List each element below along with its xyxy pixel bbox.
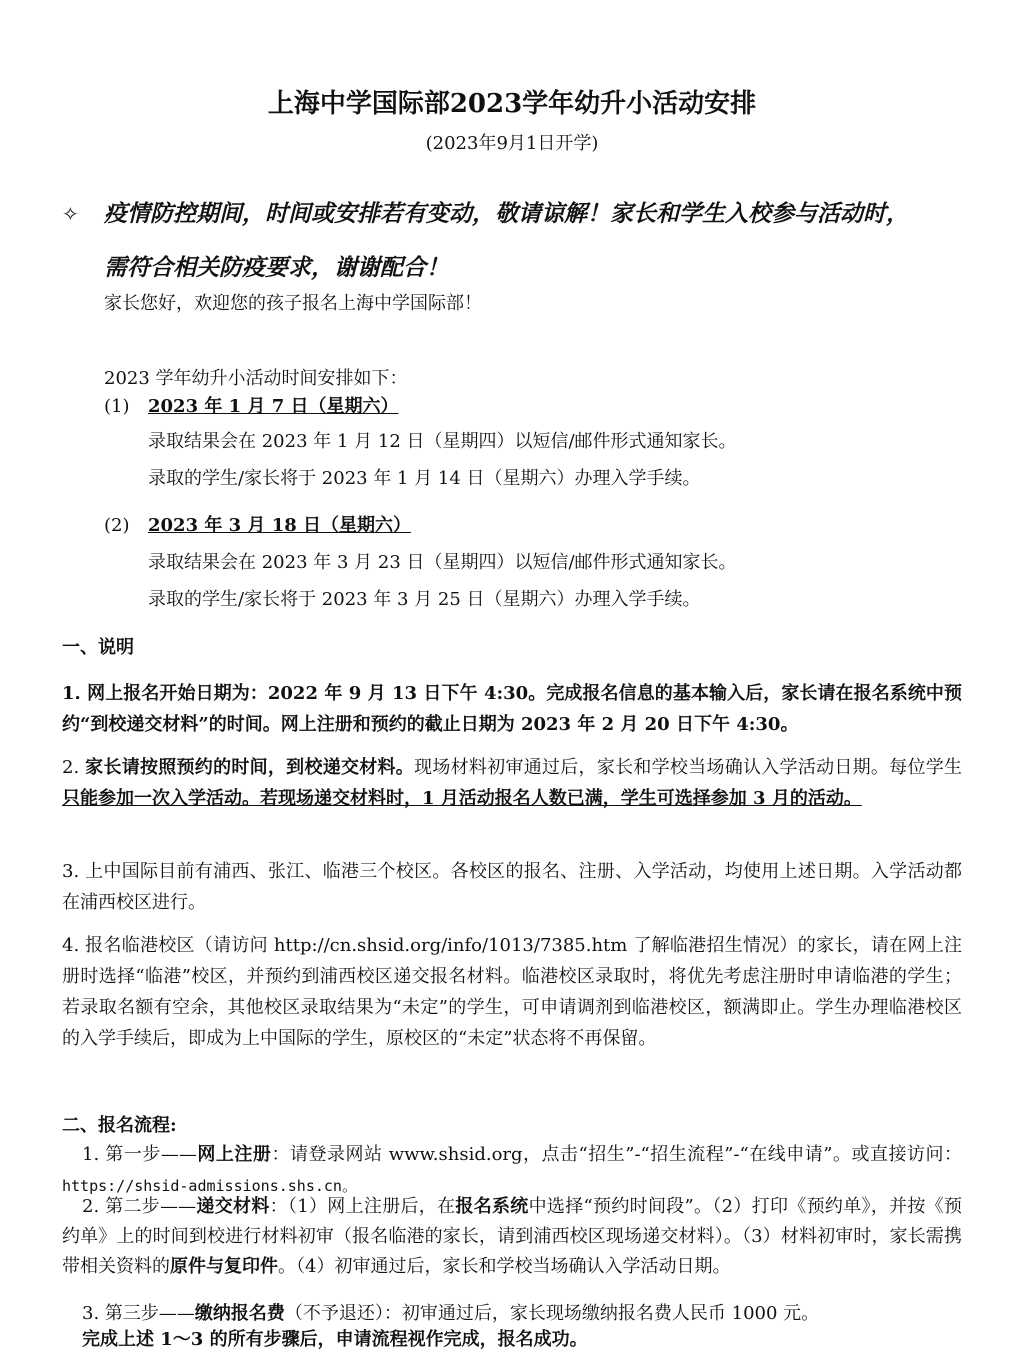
admissions-url: https://shsid-admissions.shs.cn。 <box>62 1177 357 1195</box>
section-2-heading: 二、报名流程: <box>62 1115 177 1136</box>
session-1-number: (1) <box>104 396 130 417</box>
session-2-result: 录取结果会在 2023 年 3 月 23 日（星期四）以短信/邮件形式通知家长。 <box>148 552 737 573</box>
section-1-paragraph-4: 4. 报名临港校区（请访问 http://cn.shsid.org/info/1013/7385.htm 了解临港招生情况）的家长，请在网上注册时选择“临港”校区，并预约到浦西校区递交报名材料。临港校区录取时，将优先考虑注册时申请临港的学生；若录取名额有空余，其他校区录取结果为“未定”的学生，可申请调剂到临港校区，额满即止。学生办理临港校区的入学手续后，即成为上中国际的学生，原校区的“未定”状态将不再保留。 <box>62 935 962 1049</box>
schedule-intro: 2023 学年幼升小活动时间安排如下： <box>104 368 408 389</box>
notice-line-1: 疫情防控期间，时间或安排若有变动，敬请谅解！家长和学生入校参与活动时， <box>104 200 909 227</box>
step-3-bold: 缴纳报名费 <box>194 1303 285 1324</box>
p2-lead: 2. <box>62 757 86 778</box>
step-2-c: 。（4）初审通过后，家长和学校当场确认入学活动日期。 <box>278 1256 731 1277</box>
section-1-paragraph-2 <box>62 752 962 814</box>
session-1-result: 录取结果会在 2023 年 1 月 12 日（星期四）以短信/邮件形式通知家长。 <box>148 431 737 452</box>
step-1-bold: 网上注册 <box>196 1144 272 1165</box>
session-2-date: 2023 年 3 月 18 日（星期六） <box>148 515 412 536</box>
greeting: 家长您好，欢迎您的孩子报名上海中学国际部！ <box>104 293 482 314</box>
section-1-paragraph-3: 3. 上中国际目前有浦西、张江、临港三个校区。各校区的报名、注册、入学活动，均使用上述日期。入学活动都在浦西校区进行。 <box>62 861 962 913</box>
step-2 <box>62 1192 962 1282</box>
diamond-bullet-icon: ✧ <box>62 202 79 226</box>
page-subtitle: (2023年9月1日开学) <box>425 133 599 154</box>
step-3-lead: 3. 第三步—— <box>82 1303 195 1324</box>
step-3-rest: （不予退还）：初审通过后，家长现场缴纳报名费人民币 1000 元。 <box>284 1303 820 1324</box>
step-2-lead: 2. 第二步—— <box>82 1196 197 1217</box>
notice-line-2: 需符合相关防疫要求，谢谢配合！ <box>104 254 449 281</box>
p2-underline: 只能参加一次入学活动。若现场递交材料时，1 月活动报名人数已满，学生可选择参加 3 月的活动。 <box>62 788 862 809</box>
session-2-number: (2) <box>104 515 130 536</box>
step-3 <box>62 1300 962 1328</box>
step-2-b: 中选择“预约时间段”。（2）打印《预约单》，并按《预约单》上的时间到校进行材料初审（报名临港的家长，请到浦西校区现场递交材料）。（3）材料初审时，家长需携带相关资料的 <box>62 1196 963 1277</box>
step-1-lead: 1. 第一步—— <box>82 1144 197 1165</box>
session-2-enroll: 录取的学生/家长将于 2023 年 3 月 25 日（星期六）办理入学手续。 <box>148 589 701 610</box>
step-2-bold-3: 原件与复印件 <box>170 1256 278 1277</box>
step-1-rest: ：请登录网站 www.shsid.org，点击“招生”-“招生流程”-“在线申请”。或直接访问： <box>271 1144 963 1165</box>
step-2-bold: 递交材料 <box>196 1196 270 1217</box>
p2-mid: 现场材料初审通过后，家长和学校当场确认入学活动日期。每位学生 <box>414 757 963 778</box>
p2-bold: 家长请按照预约的时间，到校递交材料。 <box>85 757 415 778</box>
step-2-bold-2: 报名系统 <box>455 1196 529 1217</box>
section-1-heading: 一、说明 <box>62 637 134 658</box>
step-2-a: ：（1）网上注册后，在 <box>269 1196 456 1217</box>
session-1-date: 2023 年 1 月 7 日（星期六） <box>148 396 399 417</box>
section-1-paragraph-1: 1. 网上报名开始日期为：2022 年 9 月 13 日下午 4:30。完成报名信息的基本输入后，家长请在报名系统中预约“到校递交材料”的时间。网上注册和预约的截止日期为 2023 年 2 月 20 日下午 4:30。 <box>62 683 962 735</box>
page-title: 上海中学国际部2023学年幼升小活动安排 <box>267 89 757 119</box>
session-1-enroll: 录取的学生/家长将于 2023 年 1 月 14 日（星期六）办理入学手续。 <box>148 468 701 489</box>
final-note: 完成上述 1～3 的所有步骤后，申请流程视作完成，报名成功。 <box>82 1329 588 1350</box>
